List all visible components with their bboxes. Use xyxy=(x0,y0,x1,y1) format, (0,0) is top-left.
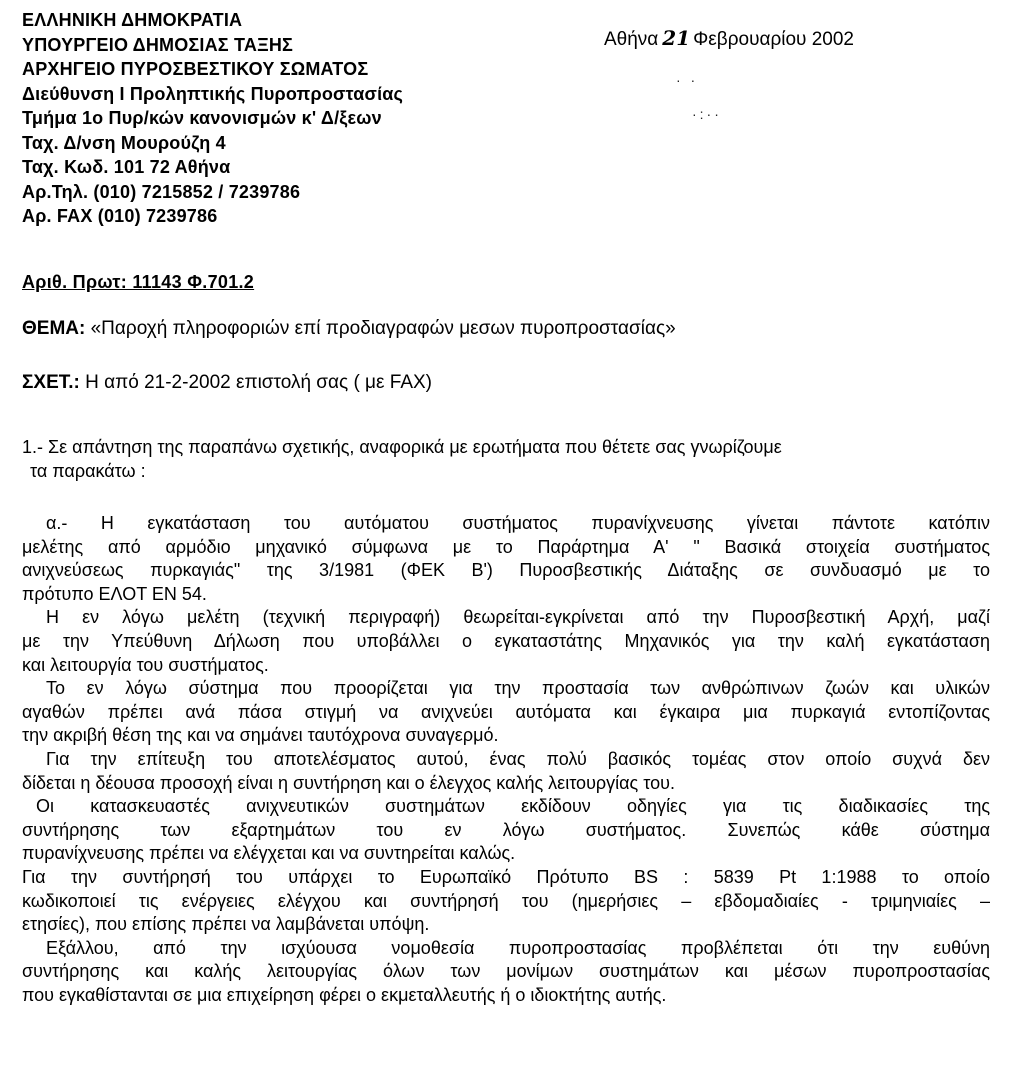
dateline-month-year: Φεβρουαρίου 2002 xyxy=(693,29,854,50)
section-line: Το εν λόγω σύστημα που προορίζεται για την προστασία των ανθρώπινων ζωών και υλικών xyxy=(46,678,990,699)
subject-line xyxy=(22,318,676,340)
section-line: συντήρησης και καλής λειτουργίας όλων των μονίμων συστημάτων και μέσων πυροπροστασίας xyxy=(22,961,990,982)
letterhead-line: ΕΛΛΗΝΙΚΗ ΔΗΜΟΚΡΑΤΙΑ xyxy=(22,10,243,30)
letterhead-line: Αρ.Τηλ. (010) 7215852 / 7239786 xyxy=(22,181,301,202)
letterhead xyxy=(22,8,403,229)
section-line: Εξάλλου, από την ισχύουσα νομοθεσία πυροπροστασίας προβλέπεται ότι την ευθύνη xyxy=(46,937,990,958)
scan-specks: · · xyxy=(676,72,699,88)
section-line: Για την επίτευξη του αποτελέσματος αυτού, ένας πολύ βασικός τομέας στον οποίο συχνά δεν xyxy=(46,748,990,769)
section-line: μελέτης από αρμόδιο μηχανικό σύμφωνα με το Παράρτημα Α' " Βασικά στοιχεία συστήματος xyxy=(22,536,990,557)
dateline xyxy=(604,26,854,51)
dateline-day-handwritten: 21 xyxy=(662,26,691,50)
section-line: ετησίες), που επίσης πρέπει να λαμβάνεται υπόψη. xyxy=(22,914,430,935)
paragraph-intro xyxy=(22,436,990,483)
section-line: κωδικοποιεί τις ενέργειες ελέγχου και συντήρησή του (ημερήσιες – εβδομαδιαίες - τριμηνιαίες – xyxy=(22,890,990,911)
section-line: α.- Η εγκατάσταση του αυτόματου συστήματος πυρανίχνευσης γίνεται πάντοτε κατόπιν xyxy=(46,513,990,533)
section-line: Οι κατασκευαστές ανιχνευτικών συστημάτων εκδίδουν οδηγίες για τις διαδικασίες της xyxy=(36,796,990,817)
section-line: και λειτουργία του συστήματος. xyxy=(22,654,269,675)
section-line: δίδεται η δέουσα προσοχή είναι η συντήρηση και ο έλεγχος καλής λειτουργίας του. xyxy=(22,772,675,793)
section-line: Η εν λόγω μελέτη (τεχνική περιγραφή) θεωρείται-εγκρίνεται από την Πυροσβεστική Αρχή, μαζί xyxy=(46,607,990,628)
section-line: πρότυπο ΕΛΟΤ ΕΝ 54. xyxy=(22,583,207,604)
protocol-number: Αριθ. Πρωτ: 11143 Φ.701.2 xyxy=(22,272,255,292)
section-line: Για την συντήρησή του υπάρχει το Ευρωπαϊκό Πρότυπο BS : 5839 Pt 1:1988 το οποίο xyxy=(22,866,990,887)
letterhead-line: Τμήμα 1ο Πυρ/κών κανονισμών κ' Δ/ξεων xyxy=(22,108,382,128)
paragraph-line: 1.- Σε απάντηση της παραπάνω σχετικής, αναφορικά με ερωτήματα που θέτετε σας γνωρίζουμε xyxy=(22,437,782,457)
section-line: που εγκαθίστανται σε μια επιχείρηση φέρει ο εκμεταλλευτής ή ο ιδιοκτήτης αυτής. xyxy=(22,984,667,1005)
paragraph-line: τα παρακάτω : xyxy=(30,460,146,481)
section-a xyxy=(22,512,990,1007)
scan-specks: ·:·· xyxy=(692,106,722,122)
section-line: πυρανίχνευσης πρέπει να ελέγχεται και να συντηρείται καλώς. xyxy=(22,843,516,864)
letterhead-line: Αρ. FAX (010) 7239786 xyxy=(22,206,218,226)
section-line: ανιχνεύσεως πυρκαγιάς" της 3/1981 (ΦΕΚ Β') Πυροσβεστικής Διάταξης σε συνδυασμό με το xyxy=(22,560,990,581)
letterhead-line: Ταχ. Κωδ. 101 72 Αθήνα xyxy=(22,157,231,177)
letterhead-line: ΥΠΟΥΡΓΕΙΟ ΔΗΜΟΣΙΑΣ ΤΑΞΗΣ xyxy=(22,34,294,55)
section-line: με την Υπεύθυνη Δήλωση που υποβάλλει ο εγκαταστάτης Μηχανικός για την καλή εγκατάσταση xyxy=(22,630,990,651)
letterhead-line: Ταχ. Δ/νση Μουρούζη 4 xyxy=(22,132,226,153)
section-line: την ακριβή θέση της και να σημάνει ταυτόχρονα συναγερμό. xyxy=(22,725,499,746)
reference-text: Η από 21-2-2002 επιστολή σας ( με FAX) xyxy=(79,372,432,393)
subject-text: «Παροχή πληροφοριών επί προδιαγραφών μεσων πυροπροστασίας» xyxy=(85,318,676,339)
section-line: συντήρησης των εξαρτημάτων του εν λόγω συστήματος. Συνεπώς κάθε σύστημα xyxy=(22,819,990,840)
reference-label: ΣΧΕΤ.: xyxy=(22,372,80,393)
letterhead-line: ΑΡΧΗΓΕΙΟ ΠΥΡΟΣΒΕΣΤΙΚΟΥ ΣΩΜΑΤΟΣ xyxy=(22,59,369,79)
dateline-city: Αθήνα xyxy=(604,29,659,50)
subject-label: ΘΕΜΑ: xyxy=(22,318,86,339)
letterhead-line: Διεύθυνση Ι Προληπτικής Πυροπροστασίας xyxy=(22,83,404,104)
reference-line xyxy=(22,372,432,394)
section-line: αγαθών πρέπει ανά πάσα στιγμή να ανιχνεύει αυτόματα και έγκαιρα μια πυρκαγιά εντοπίζοντας xyxy=(22,701,990,722)
